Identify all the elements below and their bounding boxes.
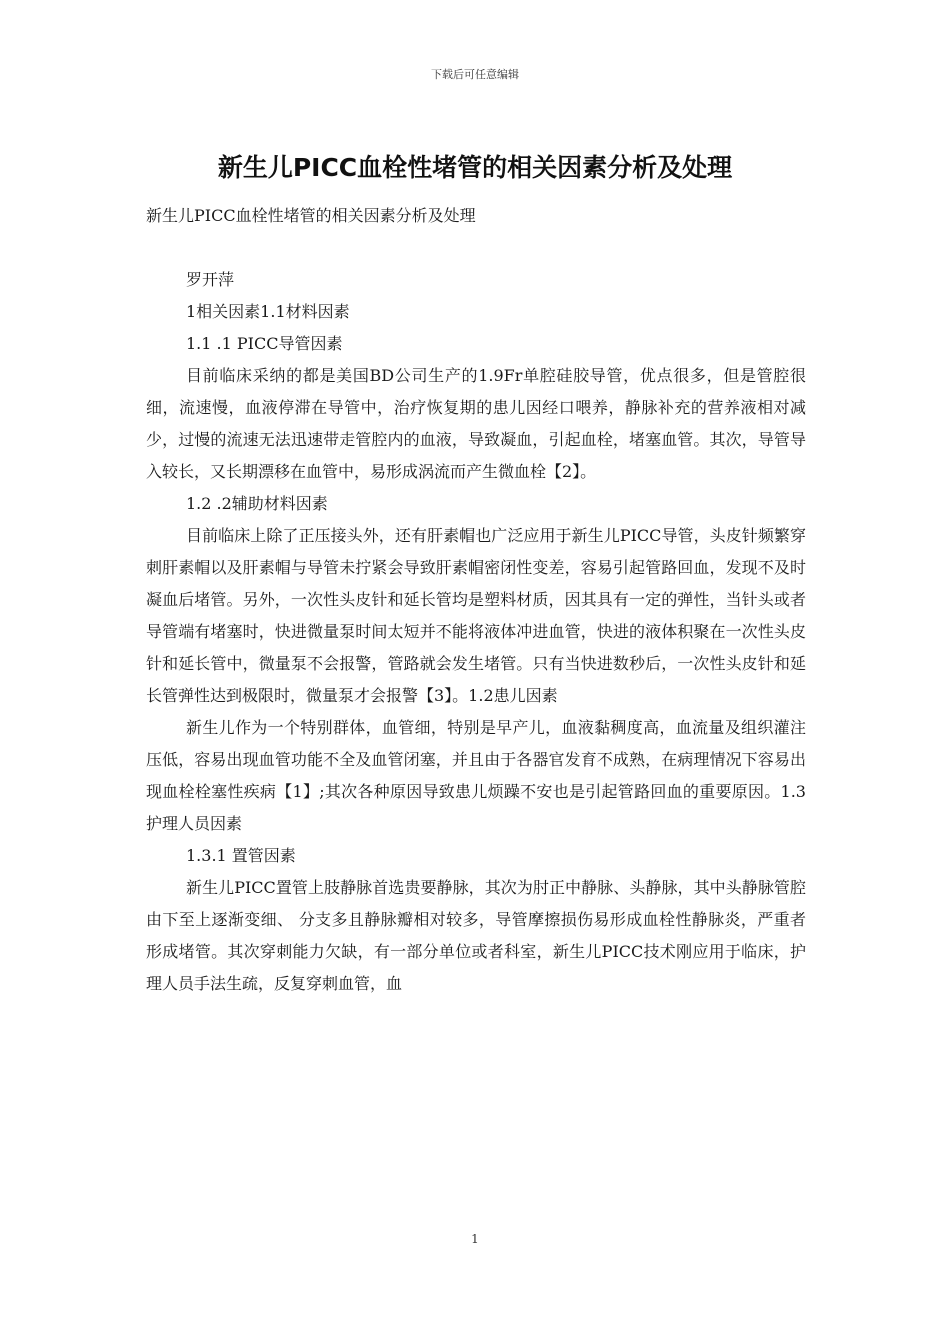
subsection-heading: 1.3.1 置管因素	[186, 846, 296, 865]
subsection-heading: 1.2 .2辅助材料因素	[186, 494, 328, 513]
document-subtitle: 新生儿PICC血栓性堵管的相关因素分析及处理	[146, 206, 476, 225]
author-name: 罗开萍	[186, 270, 235, 289]
body-paragraph: 目前临床采纳的都是美国BD公司生产的1.9Fr单腔硅胶导管，优点很多，但是管腔很细，流速慢，血液停滞在导管中，治疗恢复期的患儿因经口喂养，静脉补充的营养液相对减少，过慢的流速无法迅速带走管腔内的血液，导致凝血，引起血栓，堵塞血管。其次，导管导入较长，又长期漂移在血管中，易形成涡流而产生微血栓【2】。	[146, 366, 806, 481]
document-body	[146, 200, 806, 1000]
header-note: 下载后可任意编辑	[431, 68, 519, 81]
body-paragraph: 新生儿PICC置管上肢静脉首选贵要静脉，其次为肘正中静脉、头静脉，其中头静脉管腔由下至上逐渐变细、 分支多且静脉瓣相对较多，导管摩擦损伤易形成血栓性静脉炎，严重者形成堵管。其次穿刺能力欠缺，有一部分单位或者科室，新生儿PICC技术刚应用于临床，护理人员手法生疏，反复穿刺血管，血	[146, 878, 806, 993]
blank-line	[146, 232, 806, 264]
subsection-heading: 1.1 .1 PICC导管因素	[186, 334, 343, 353]
page-number: 1	[471, 1232, 479, 1246]
body-paragraph: 新生儿作为一个特别群体，血管细，特别是早产儿，血液黏稠度高，血流量及组织灌注压低，容易出现血管功能不全及血管闭塞，并且由于各器官发育不成熟，在病理情况下容易出现血栓栓塞性疾病【1】;其次各种原因导致患儿烦躁不安也是引起管路回血的重要原因。1.3护理人员因素	[146, 718, 806, 833]
document-title: 新生儿PICC血栓性堵管的相关因素分析及处理	[217, 153, 733, 182]
section-heading: 1相关因素1.1材料因素	[186, 302, 350, 321]
body-paragraph: 目前临床上除了正压接头外，还有肝素帽也广泛应用于新生儿PICC导管，头皮针频繁穿刺肝素帽以及肝素帽与导管未拧紧会导致肝素帽密闭性变差，容易引起管路回血，发现不及时凝血后堵管。另外，一次性头皮针和延长管均是塑料材质，因其具有一定的弹性，当针头或者导管端有堵塞时，快进微量泵时间太短并不能将液体冲进血管，快进的液体积聚在一次性头皮针和延长管中，微量泵不会报警，管路就会发生堵管。只有当快进数秒后，一次性头皮针和延长管弹性达到极限时，微量泵才会报警【3】。1.2患儿因素	[146, 526, 806, 705]
